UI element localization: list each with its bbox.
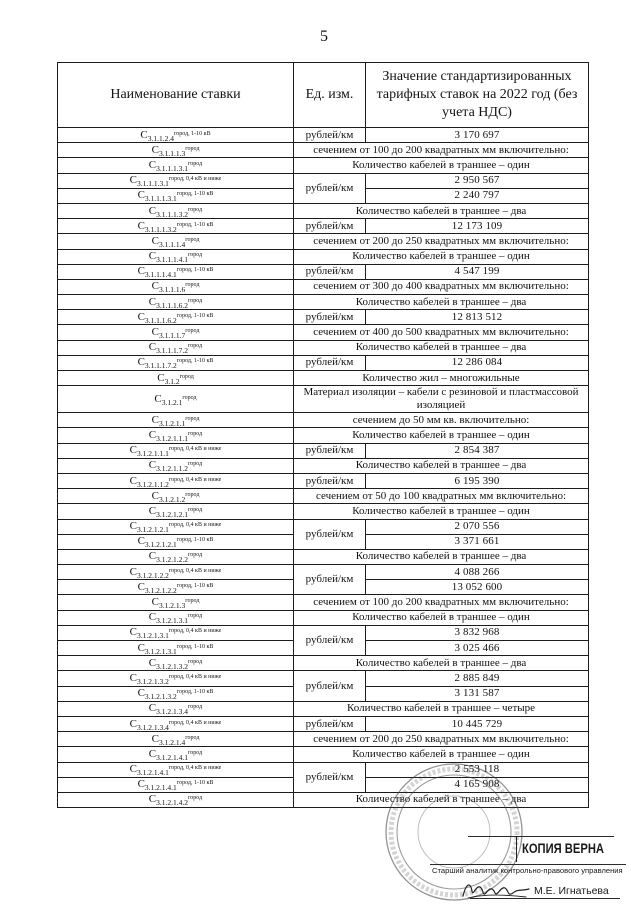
rate-code-index: 3.1.2.1.3.4 (156, 707, 188, 717)
rate-value-cell: 4 547 199 (366, 264, 589, 279)
rate-code-letter: C (148, 295, 157, 308)
rate-row (58, 443, 589, 458)
rate-value-cell: 2 950 567 (366, 173, 589, 188)
rate-code-index: 3.1.2.1.3.1 (136, 631, 169, 641)
rate-code-index: 3.1.2 (164, 376, 180, 386)
section-heading-cell: сечением от 200 до 250 квадратных мм включительно: (294, 234, 589, 249)
rate-value-cell: 2 070 556 (366, 519, 589, 534)
rate-code-qualifier: город, 0,4 кВ и ниже (168, 567, 222, 574)
rate-code-qualifier: город, 0,4 кВ и ниже (168, 176, 222, 183)
rate-code-qualifier: город (188, 552, 203, 559)
rate-code-qualifier: город, 1-10 кВ (176, 582, 214, 589)
rate-row (58, 716, 589, 731)
rate-code-qualifier: город (188, 658, 203, 665)
rate-code-qualifier: город (188, 297, 203, 304)
rate-value-cell: 3 025 466 (366, 641, 589, 656)
rate-code-qualifier: город, 1-10 кВ (176, 191, 214, 198)
section-heading-cell: Количество кабелей в траншее – четыре (294, 701, 589, 716)
rate-code-letter: C (129, 717, 137, 730)
rate-code-qualifier: город, 1-10 кВ (176, 358, 214, 365)
rate-code-qualifier: город (188, 160, 203, 167)
rate-code-letter: C (151, 280, 159, 293)
rate-value-cell: 3 131 587 (366, 686, 589, 701)
rate-code-qualifier: город, 0,4 кВ и ниже (168, 522, 222, 529)
rate-code-letter: C (148, 158, 157, 171)
rate-value-cell: 12 813 512 (366, 310, 589, 325)
rate-code-qualifier: город (188, 206, 203, 213)
section-heading-cell: Количество кабелей в траншее – два (294, 549, 589, 564)
rate-code-letter: C (137, 580, 145, 593)
rate-row (58, 519, 589, 534)
rate-code-qualifier: город (188, 343, 203, 350)
section-heading-cell: сечением от 50 до 100 квадратных мм включительно: (294, 489, 589, 504)
rate-code-index: 3.1.2.1.1.1 (136, 449, 169, 459)
section-row (58, 386, 589, 413)
section-row (58, 428, 589, 443)
rate-code-letter: C (137, 219, 145, 232)
rate-code-cell (58, 188, 294, 203)
rate-code-qualifier: город, 1-10 кВ (176, 689, 214, 696)
rate-code-index: 3.1.1.2.4 (147, 133, 174, 143)
rate-code-qualifier: город, 1-10 кВ (173, 130, 211, 137)
rate-code-letter: C (137, 356, 145, 369)
section-heading-cell: Количество кабелей в траншее – два (294, 458, 589, 473)
rate-code-qualifier: город (185, 236, 200, 243)
rate-code-index: 3.1.2.1.2.1 (136, 525, 169, 535)
rate-code-letter: C (148, 702, 157, 715)
rate-code-letter: C (151, 489, 159, 502)
rate-code-cell (58, 128, 294, 143)
rate-code-index: 3.1.2.1.1.2 (136, 479, 169, 489)
rate-code-cell (58, 762, 294, 777)
rate-code-index: 3.1.2.1.2.1 (144, 540, 177, 550)
rate-code-qualifier: город, 0,4 кВ и ниже (168, 765, 222, 772)
section-row (58, 295, 589, 310)
rate-code-letter: C (129, 671, 137, 684)
rate-code-index: 3.1.2.1.1 (158, 418, 186, 428)
rate-code-qualifier: город, 1-10 кВ (176, 643, 214, 650)
rate-code-letter: C (154, 392, 162, 405)
rate-code-letter: C (129, 520, 137, 533)
rate-code-letter: C (151, 143, 159, 156)
rate-code-qualifier: город, 1-10 кВ (176, 221, 214, 228)
rate-code-cell (58, 428, 294, 443)
rate-code-index: 3.1.2.1.4 (158, 737, 186, 747)
rate-code-index: 3.1.2.1.2 (158, 494, 186, 504)
section-heading-cell: сечением от 100 до 200 квадратных мм включительно: (294, 143, 589, 158)
rate-code-cell (58, 701, 294, 716)
rate-code-letter: C (137, 310, 145, 323)
rate-code-index: 3.1.1.1.3.1 (136, 179, 169, 189)
unit-cell: рублей/км (294, 625, 366, 655)
rate-code-qualifier: город (188, 252, 203, 259)
section-row (58, 158, 589, 173)
section-heading-cell: Количество кабелей в траншее – один (294, 747, 589, 762)
rate-code-cell (58, 595, 294, 610)
rate-code-letter: C (148, 793, 157, 806)
section-row (58, 279, 589, 294)
rate-code-cell (58, 443, 294, 458)
rate-code-qualifier: город (182, 394, 197, 401)
table-header (58, 63, 589, 128)
rate-code-cell (58, 371, 294, 386)
rate-code-qualifier: город, 1-10 кВ (176, 537, 214, 544)
section-row (58, 371, 589, 386)
rate-code-cell (58, 279, 294, 294)
rate-code-letter: C (151, 234, 159, 247)
rate-code-qualifier: город (185, 491, 200, 498)
rate-code-qualifier: город, 0,4 кВ и ниже (168, 719, 222, 726)
rate-code-letter: C (137, 778, 145, 791)
rate-row (58, 671, 589, 686)
rate-code-cell (58, 203, 294, 218)
section-heading-cell: Количество кабелей в траншее – два (294, 792, 589, 807)
rate-code-cell (58, 386, 294, 413)
section-row (58, 249, 589, 264)
unit-cell: рублей/км (294, 128, 366, 143)
rate-value-cell: 12 173 109 (366, 219, 589, 234)
rate-code-cell (58, 549, 294, 564)
rate-code-letter: C (148, 550, 157, 563)
section-row (58, 792, 589, 807)
rate-value-cell: 2 885 849 (366, 671, 589, 686)
rate-code-index: 3.1.2.1.4.1 (136, 768, 169, 778)
rate-row (58, 565, 589, 580)
unit-cell: рублей/км (294, 519, 366, 549)
rate-code-index: 3.1.2.1.3.2 (144, 692, 177, 702)
rate-value-cell: 2 553 118 (366, 762, 589, 777)
rate-row (58, 310, 589, 325)
rate-code-letter: C (129, 565, 137, 578)
rate-code-qualifier: город (188, 704, 203, 711)
rate-code-index: 3.1.2.1.3.1 (156, 616, 188, 626)
rate-code-cell (58, 143, 294, 158)
rate-code-index: 3.1.2.1.3.4 (136, 722, 169, 732)
rate-code-letter: C (157, 371, 165, 384)
rate-value-cell: 3 170 697 (366, 128, 589, 143)
rate-row (58, 128, 589, 143)
rate-code-cell (58, 473, 294, 488)
rate-value-cell: 3 832 968 (366, 625, 589, 640)
rate-code-qualifier: город (185, 415, 200, 422)
rate-code-cell (58, 158, 294, 173)
signature-stroke (463, 885, 529, 896)
rate-code-index: 3.1.1.1.7 (158, 331, 186, 341)
rate-code-index: 3.1.1.1.7.2 (156, 346, 188, 356)
rate-code-index: 3.1.2.1.2.1 (156, 509, 188, 519)
section-heading-cell: Количество кабелей в траншее – два (294, 656, 589, 671)
rate-row (58, 219, 589, 234)
rates-table-body (58, 128, 589, 808)
section-heading-cell: сечением от 200 до 250 квадратных мм включительно: (294, 732, 589, 747)
rate-code-index: 3.1.2.1.4.1 (144, 783, 177, 793)
unit-cell: рублей/км (294, 264, 366, 279)
rate-code-cell (58, 641, 294, 656)
rate-code-qualifier: город, 0,4 кВ и ниже (168, 446, 222, 453)
rate-code-letter: C (148, 747, 157, 760)
section-heading-cell: сечением от 300 до 400 квадратных мм включительно: (294, 279, 589, 294)
rate-code-index: 3.1.1.1.3.1 (156, 163, 188, 173)
rate-row (58, 264, 589, 279)
rate-code-qualifier: город, 0,4 кВ и ниже (168, 673, 222, 680)
rate-value-cell: 3 371 661 (366, 534, 589, 549)
rate-value-cell: 12 286 084 (366, 355, 589, 370)
signer-title: Старший аналитик контрольно-правового управления (432, 866, 623, 875)
section-heading-cell: Количество кабелей в траншее – один (294, 158, 589, 173)
rate-code-letter: C (148, 250, 157, 263)
section-heading-cell: Количество кабелей в траншее – два (294, 340, 589, 355)
rate-code-index: 3.1.2.1.4.1 (156, 752, 188, 762)
rate-value-cell: 6 195 390 (366, 473, 589, 488)
rate-code-cell (58, 625, 294, 640)
unit-cell: рублей/км (294, 671, 366, 701)
unit-cell: рублей/км (294, 443, 366, 458)
section-row (58, 747, 589, 762)
rate-code-cell (58, 610, 294, 625)
signer-name: М.Е. Игнатьева (534, 885, 609, 897)
rate-code-index: 3.1.1.1.3.2 (156, 209, 188, 219)
section-row (58, 504, 589, 519)
rate-code-letter: C (148, 611, 157, 624)
rate-code-qualifier: город (188, 506, 203, 513)
section-row (58, 143, 589, 158)
rate-code-index: 3.1.2.1.3.2 (136, 676, 169, 686)
rate-code-cell (58, 686, 294, 701)
rate-code-qualifier: город, 0,4 кВ и ниже (168, 476, 222, 483)
rate-code-index: 3.1.1.1.4.1 (156, 255, 188, 265)
rate-code-index: 3.1.2.1.2.2 (144, 585, 177, 595)
rate-code-qualifier: город (188, 749, 203, 756)
rate-code-cell (58, 295, 294, 310)
rate-value-cell: 10 445 729 (366, 716, 589, 731)
rate-value-cell: 13 052 600 (366, 580, 589, 595)
section-row (58, 234, 589, 249)
rate-value-cell: 2 240 797 (366, 188, 589, 203)
section-row (58, 656, 589, 671)
column-header-unit: Ед. изм. (294, 63, 366, 128)
section-row (58, 549, 589, 564)
rate-code-qualifier: город (185, 598, 200, 605)
rate-code-letter: C (151, 732, 159, 745)
rate-code-index: 3.1.2.1.3.2 (156, 661, 188, 671)
rate-code-index: 3.1.2.1.4.2 (156, 798, 188, 808)
rate-code-index: 3.1.1.1.6 (158, 285, 186, 295)
rate-code-qualifier: город (185, 328, 200, 335)
rate-code-letter: C (137, 189, 145, 202)
certified-copy-stamp: КОПИЯ ВЕРНА (522, 840, 605, 856)
rate-code-cell (58, 489, 294, 504)
rate-code-cell (58, 325, 294, 340)
unit-cell: рублей/км (294, 173, 366, 203)
section-row (58, 413, 589, 428)
rate-code-cell (58, 656, 294, 671)
rate-code-letter: C (148, 341, 157, 354)
section-heading-cell: Количество кабелей в траншее – один (294, 249, 589, 264)
rate-code-letter: C (148, 204, 157, 217)
rate-row (58, 625, 589, 640)
rate-code-cell (58, 234, 294, 249)
rate-code-index: 3.1.1.1.4 (158, 239, 186, 249)
unit-cell: рублей/км (294, 355, 366, 370)
rate-code-letter: C (148, 459, 157, 472)
section-heading-cell: Количество кабелей в траншее – один (294, 610, 589, 625)
rate-code-cell (58, 747, 294, 762)
rate-code-index: 3.1.1.1.3 (158, 148, 186, 158)
rate-value-cell: 4 088 266 (366, 565, 589, 580)
rate-code-letter: C (129, 474, 137, 487)
rate-code-index: 3.1.1.1.7.2 (144, 361, 177, 371)
rate-code-letter: C (151, 596, 159, 609)
rate-code-cell (58, 340, 294, 355)
unit-cell: рублей/км (294, 219, 366, 234)
section-heading-cell: Количество кабелей в траншее – два (294, 203, 589, 218)
rate-code-cell (58, 534, 294, 549)
rate-code-cell (58, 413, 294, 428)
rate-code-qualifier: город (188, 430, 203, 437)
rate-code-index: 3.1.2.1.2.2 (136, 570, 169, 580)
rate-code-letter: C (129, 444, 137, 457)
rate-code-qualifier: город (188, 613, 203, 620)
rate-code-cell (58, 458, 294, 473)
rate-value-cell: 4 165 908 (366, 777, 589, 792)
section-heading-cell: Материал изоляции – кабели с резиновой и пластмассовой изоляцией (294, 386, 589, 413)
rate-code-letter: C (148, 428, 157, 441)
rate-code-cell (58, 249, 294, 264)
rate-code-qualifier: город, 1-10 кВ (176, 780, 214, 787)
rate-code-qualifier: город (188, 795, 203, 802)
section-row (58, 732, 589, 747)
section-heading-cell: Количество кабелей в траншее – один (294, 504, 589, 519)
rate-code-letter: C (129, 626, 137, 639)
column-header-name: Наименование ставки (58, 63, 294, 128)
rate-value-cell: 2 854 387 (366, 443, 589, 458)
section-row (58, 458, 589, 473)
rate-code-index: 3.1.2.1.1.2 (156, 464, 188, 474)
rate-code-cell (58, 264, 294, 279)
section-row (58, 325, 589, 340)
rate-code-cell (58, 671, 294, 686)
rate-code-letter: C (137, 535, 145, 548)
section-heading-cell: сечением от 100 до 200 квадратных мм включительно: (294, 595, 589, 610)
column-header-value: Значение стандартизированных тарифных ставок на 2022 год (без учета НДС) (366, 63, 589, 128)
rate-code-cell (58, 310, 294, 325)
rate-code-cell (58, 565, 294, 580)
unit-cell: рублей/км (294, 762, 366, 792)
signature-line (470, 898, 620, 899)
rate-code-letter: C (140, 128, 148, 141)
tariff-rates-table (57, 62, 589, 808)
rate-code-cell (58, 580, 294, 595)
rate-code-cell (58, 504, 294, 519)
section-heading-cell: Количество кабелей в траншее – один (294, 428, 589, 443)
rate-code-letter: C (148, 504, 157, 517)
rate-code-qualifier: город, 1-10 кВ (176, 312, 214, 319)
header-row (58, 63, 589, 128)
unit-cell: рублей/км (294, 565, 366, 595)
rate-code-cell (58, 716, 294, 731)
rate-code-cell (58, 777, 294, 792)
section-heading-cell: Количество кабелей в траншее – два (294, 295, 589, 310)
section-heading-cell: Количество жил – многожильные (294, 371, 589, 386)
unit-cell: рублей/км (294, 716, 366, 731)
section-heading-cell: сечением от 400 до 500 квадратных мм включительно: (294, 325, 589, 340)
rate-code-letter: C (151, 326, 159, 339)
rate-code-qualifier: город (185, 282, 200, 289)
rate-code-index: 3.1.1.1.3.1 (144, 194, 177, 204)
rate-code-index: 3.1.2.1.3.1 (144, 646, 177, 656)
rate-code-index: 3.1.1.1.3.2 (144, 224, 177, 234)
rate-code-cell (58, 519, 294, 534)
rate-code-qualifier: город, 0,4 кВ и ниже (168, 628, 222, 635)
rate-code-letter: C (129, 763, 137, 776)
rate-code-index: 3.1.1.1.4.1 (144, 270, 177, 280)
rate-code-qualifier: город, 1-10 кВ (176, 267, 214, 274)
rate-code-letter: C (148, 656, 157, 669)
rate-code-letter: C (137, 265, 145, 278)
unit-cell: рублей/км (294, 310, 366, 325)
rate-row (58, 355, 589, 370)
section-row (58, 595, 589, 610)
rate-row (58, 762, 589, 777)
rate-code-cell (58, 792, 294, 807)
stamp-divider (430, 864, 626, 865)
rate-code-letter: C (129, 174, 137, 187)
rate-code-index: 3.1.2.1.3 (158, 601, 186, 611)
rate-code-qualifier: город (185, 734, 200, 741)
section-row (58, 340, 589, 355)
rate-code-index: 3.1.2.1 (161, 397, 183, 407)
rate-code-qualifier: город (185, 145, 200, 152)
rate-code-qualifier: город (179, 373, 194, 380)
unit-cell: рублей/км (294, 473, 366, 488)
rate-code-cell (58, 732, 294, 747)
rate-code-letter: C (151, 413, 159, 426)
rate-code-index: 3.1.1.1.6.2 (156, 300, 188, 310)
section-row (58, 203, 589, 218)
rate-code-cell (58, 355, 294, 370)
page-number: 5 (320, 28, 328, 45)
rate-code-index: 3.1.2.1.2.2 (156, 555, 188, 565)
rate-row (58, 473, 589, 488)
rate-row (58, 173, 589, 188)
section-row (58, 610, 589, 625)
section-heading-cell: сечением до 50 мм кв. включительно: (294, 413, 589, 428)
rate-code-cell (58, 219, 294, 234)
rate-code-cell (58, 173, 294, 188)
rate-code-index: 3.1.1.1.6.2 (144, 315, 177, 325)
rate-code-letter: C (137, 687, 145, 700)
rate-code-letter: C (137, 641, 145, 654)
section-row (58, 701, 589, 716)
section-row (58, 489, 589, 504)
rate-code-qualifier: город (188, 461, 203, 468)
rate-code-index: 3.1.2.1.1.1 (156, 433, 188, 443)
